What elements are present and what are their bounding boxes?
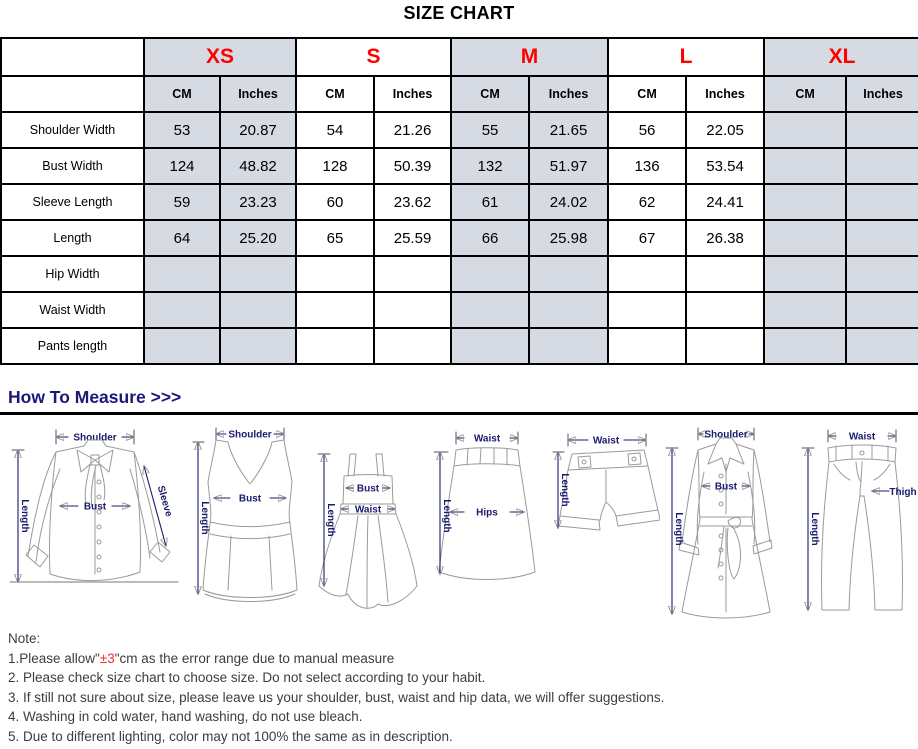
size-cell — [296, 292, 374, 328]
row-label: Pants length — [1, 328, 144, 364]
size-cell: 65 — [296, 220, 374, 256]
dim-label-waist: Waist — [848, 431, 876, 443]
note-line-1 — [8, 649, 664, 669]
unit-header: CM — [764, 76, 846, 112]
unit-header: Inches — [529, 76, 608, 112]
unit-header: CM — [296, 76, 374, 112]
size-cell — [220, 256, 296, 292]
note-line-4: 4. Washing in cold water, hand washing, do not use bleach. — [8, 709, 363, 724]
size-cell — [846, 112, 918, 148]
size-cell: 53.54 — [686, 148, 764, 184]
size-cell — [686, 328, 764, 364]
note-red-text: ±3 — [99, 650, 115, 666]
page-title: SIZE CHART — [403, 3, 515, 23]
size-cell: 21.65 — [529, 112, 608, 148]
size-cell: 61 — [451, 184, 529, 220]
unit-header-row — [1, 76, 918, 112]
unit-header: CM — [451, 76, 529, 112]
size-cell — [846, 256, 918, 292]
slip-dress-diagram-icon — [310, 424, 422, 624]
size-cell: 60 — [296, 184, 374, 220]
size-cell: 54 — [296, 112, 374, 148]
table-row — [1, 148, 918, 184]
table-row — [1, 220, 918, 256]
size-cell — [374, 256, 451, 292]
size-cell — [608, 256, 686, 292]
dim-label-shoulder: Shoulder — [228, 429, 272, 441]
table-row — [1, 292, 918, 328]
dim-label-bust: Bust — [714, 481, 738, 493]
size-cell — [764, 292, 846, 328]
size-cell: 56 — [608, 112, 686, 148]
size-cell — [764, 184, 846, 220]
size-cell: 23.23 — [220, 184, 296, 220]
size-cell: 23.62 — [374, 184, 451, 220]
size-cell: 59 — [144, 184, 220, 220]
table-row — [1, 256, 918, 292]
size-cell — [764, 256, 846, 292]
size-cell: 26.38 — [686, 220, 764, 256]
size-cell: 66 — [451, 220, 529, 256]
dim-label-shoulder: Shoulder — [73, 432, 117, 444]
size-cell: 128 — [296, 148, 374, 184]
dim-label-length: Length — [559, 473, 570, 507]
row-label: Shoulder Width — [1, 112, 144, 148]
size-cell: 67 — [608, 220, 686, 256]
blouse-diagram-icon — [4, 424, 186, 624]
row-label: Sleeve Length — [1, 184, 144, 220]
size-cell: 22.05 — [686, 112, 764, 148]
size-table-body — [1, 112, 918, 364]
size-cell — [220, 328, 296, 364]
size-cell — [529, 256, 608, 292]
row-label: Waist Width — [1, 292, 144, 328]
size-cell — [529, 328, 608, 364]
corner-cell — [1, 38, 144, 76]
size-cell: 51.97 — [529, 148, 608, 184]
size-cell: 20.87 — [220, 112, 296, 148]
size-header-l: L — [608, 38, 764, 76]
shorts-diagram-icon — [548, 424, 660, 624]
note-line-2: 2. Please check size chart to choose size. Do not select according to your habit. — [8, 670, 486, 685]
note-line-3: 3. If still not sure about size, please leave us your shoulder, bust, waist and hip data, we will offer suggestions. — [8, 689, 665, 705]
size-cell: 50.39 — [374, 148, 451, 184]
pants-diagram-icon — [792, 424, 918, 624]
dim-label-waist: Waist — [473, 433, 501, 445]
size-cell — [846, 148, 918, 184]
size-cell — [451, 328, 529, 364]
table-row — [1, 328, 918, 364]
size-cell — [608, 328, 686, 364]
size-header-m: M — [451, 38, 608, 76]
dim-label-hips: Hips — [476, 507, 498, 519]
size-cell — [846, 328, 918, 364]
size-cell: 48.82 — [220, 148, 296, 184]
size-cell — [764, 112, 846, 148]
size-cell — [764, 148, 846, 184]
row-label: Bust Width — [1, 148, 144, 184]
size-cell — [374, 292, 451, 328]
dim-label-length: Length — [673, 512, 684, 546]
dim-label-bust: Bust — [83, 501, 107, 513]
dim-label-length: Length — [441, 499, 452, 533]
size-header-xl: XL — [764, 38, 918, 76]
size-cell — [144, 328, 220, 364]
size-cell: 24.41 — [686, 184, 764, 220]
dim-label-waist: Waist — [592, 435, 620, 447]
size-cell: 53 — [144, 112, 220, 148]
unit-header: Inches — [846, 76, 918, 112]
dim-label-shoulder: Shoulder — [704, 429, 748, 441]
notes-section — [8, 629, 664, 746]
size-cell: 136 — [608, 148, 686, 184]
size-cell: 24.02 — [529, 184, 608, 220]
size-cell — [144, 256, 220, 292]
unit-header: Inches — [374, 76, 451, 112]
dim-label-length: Length — [809, 512, 820, 546]
dim-label-thigh: Thigh — [889, 487, 917, 498]
size-cell — [846, 220, 918, 256]
size-cell: 64 — [144, 220, 220, 256]
notes-heading: Note: — [8, 631, 41, 646]
size-cell: 62 — [608, 184, 686, 220]
size-cell — [220, 292, 296, 328]
size-cell — [374, 328, 451, 364]
size-cell: 55 — [451, 112, 529, 148]
tank-top-diagram-icon — [186, 424, 310, 624]
size-cell — [296, 328, 374, 364]
dim-label-sleeve: Sleeve — [154, 484, 175, 519]
note-text: "cm as the error range due to manual measure — [114, 650, 395, 666]
how-to-measure-heading: How To Measure >>> — [8, 387, 182, 407]
unit-header: Inches — [220, 76, 296, 112]
dim-label-bust: Bust — [238, 493, 262, 505]
dim-label-length: Length — [19, 499, 30, 533]
size-header-s: S — [296, 38, 451, 76]
size-header-row — [1, 38, 918, 76]
coat-diagram-icon — [658, 424, 792, 624]
size-cell — [846, 292, 918, 328]
unit-header: CM — [608, 76, 686, 112]
divider-rule — [0, 412, 918, 415]
size-cell: 21.26 — [374, 112, 451, 148]
size-header-xs: XS — [144, 38, 296, 76]
note-line-5: 5. Due to different lighting, color may not 100% the same as in description. — [8, 728, 453, 744]
corner-cell — [1, 76, 144, 112]
dim-label-bust: Bust — [356, 483, 380, 495]
row-label: Hip Width — [1, 256, 144, 292]
size-cell: 124 — [144, 148, 220, 184]
skirt-diagram-icon — [426, 424, 546, 624]
size-cell — [686, 256, 764, 292]
size-cell — [608, 292, 686, 328]
size-cell: 25.59 — [374, 220, 451, 256]
table-row — [1, 184, 918, 220]
size-table — [0, 37, 918, 365]
size-cell — [451, 292, 529, 328]
unit-header: CM — [144, 76, 220, 112]
size-cell — [846, 184, 918, 220]
size-cell — [529, 292, 608, 328]
size-cell: 132 — [451, 148, 529, 184]
row-label: Length — [1, 220, 144, 256]
size-cell: 25.98 — [529, 220, 608, 256]
dim-label-waist: Waist — [354, 504, 382, 516]
size-cell — [764, 220, 846, 256]
note-text: 1.Please allow" — [8, 650, 100, 666]
table-row — [1, 112, 918, 148]
size-cell — [144, 292, 220, 328]
size-cell — [686, 292, 764, 328]
size-cell — [296, 256, 374, 292]
unit-header: Inches — [686, 76, 764, 112]
size-cell — [764, 328, 846, 364]
size-cell: 25.20 — [220, 220, 296, 256]
size-cell — [451, 256, 529, 292]
dim-label-length: Length — [325, 503, 336, 537]
dim-label-length: Length — [199, 501, 210, 535]
